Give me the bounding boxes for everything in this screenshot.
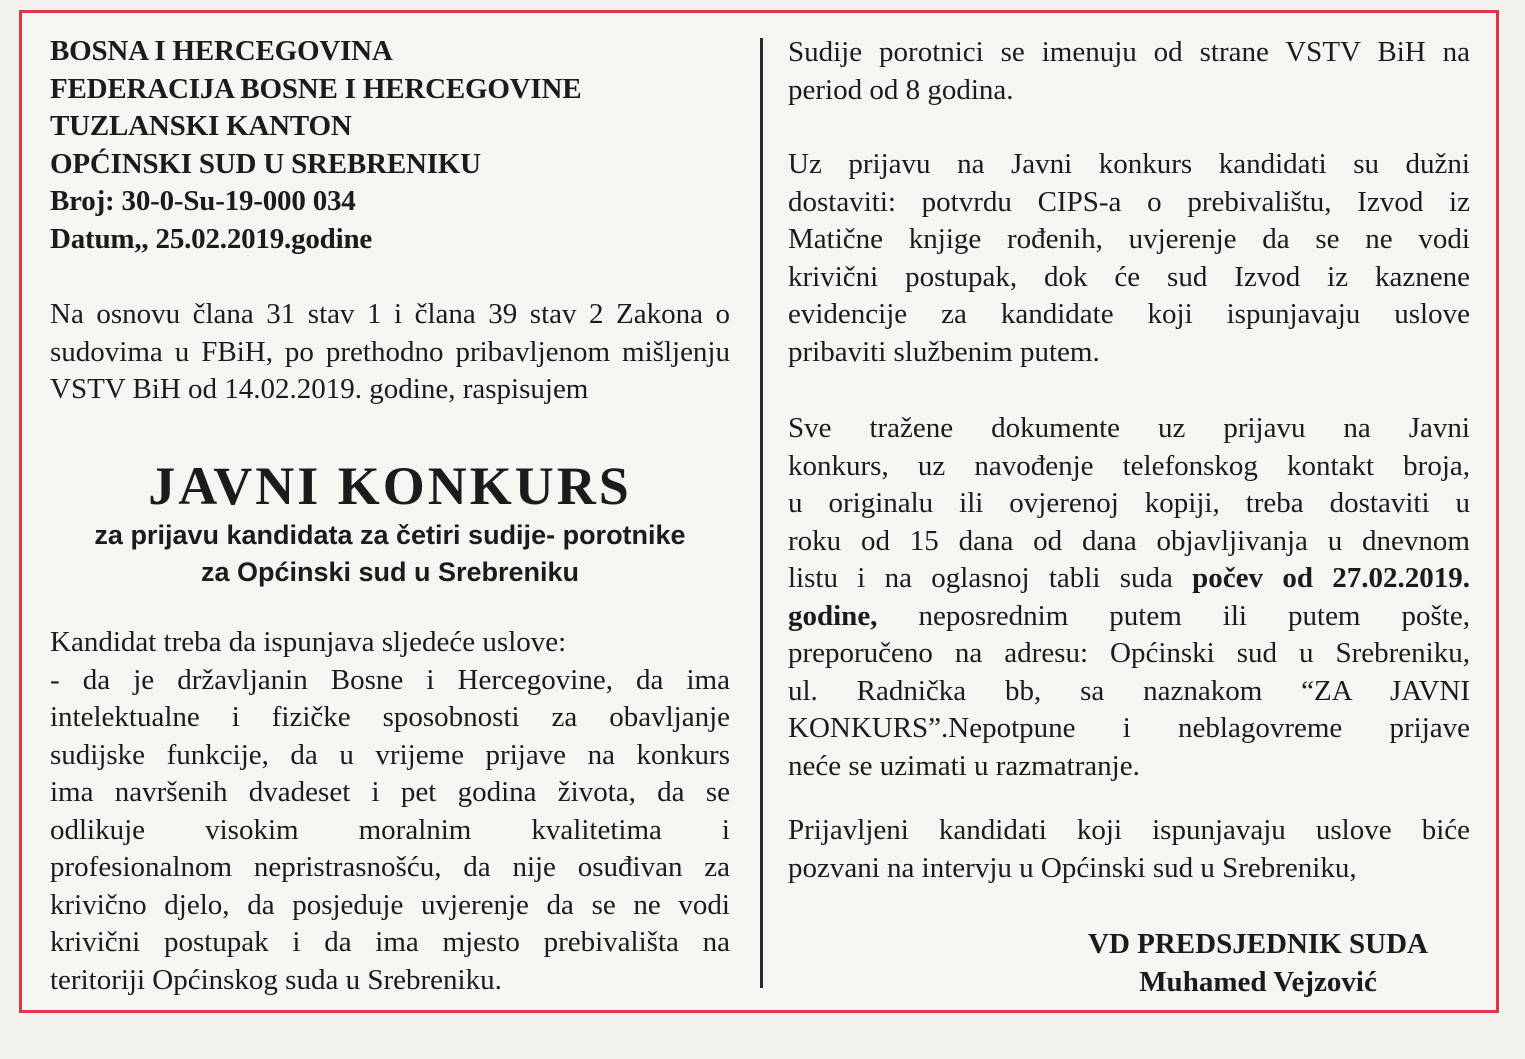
term-paragraph [788, 34, 1470, 109]
submission-line: neće se uzimati u razmatranje. [788, 749, 1140, 782]
conditions-line: profesionalnom nepristrasnošću, da nije osuđivan za [50, 851, 730, 883]
documents-line: evidencije za kandidate koji ispunjavaju uslove [788, 298, 1470, 330]
submission-line: u originalu ili ovjerenoj kopiji, treba dostaviti u [788, 487, 1470, 519]
documents-line: Matične knjige rođenih, uvjerenje da se ne vodi [788, 223, 1470, 255]
title-block [50, 455, 730, 591]
interview-line: pozvani na intervju u Općinski sud u Srebreniku, [788, 851, 1357, 884]
deadline-start-date: počev od 27.02.2019. [1192, 562, 1471, 594]
conditions-line: - da je državljanin Bosne i Hercegovine, da ima [50, 663, 730, 696]
submission-line: ul. Radnička bb, sa naznakom “ZA JAVNI [788, 674, 1470, 707]
conditions-line: ima navršenih dvadeset i pet godina života, da se [50, 776, 730, 808]
intro-line: sudovima u FBiH, po prethodno pribavljenom mišljenju [50, 335, 730, 368]
conditions-line: intelektualne i fizičke sposobnosti za obavljanje [50, 701, 730, 733]
main-title: JAVNI KONKURS [148, 456, 632, 516]
conditions-line: sudijske funkcije, da u vrijeme prijave na konkurs [50, 738, 730, 771]
submission-line [788, 560, 1470, 598]
intro-line: Na osnovu člana 31 stav 1 i člana 39 stav 2 Zakona o [50, 298, 730, 330]
submission-line-text: neposrednim putem ili putem pošte, [877, 599, 1470, 632]
signature-block [1058, 925, 1458, 1001]
signature-name: Muhamed Vejzović [1139, 966, 1377, 998]
submission-line [788, 598, 1470, 636]
conditions-line: odlikuje visokim moralnim kvalitetima i [50, 813, 730, 846]
court-header [50, 33, 730, 258]
interview-line: Prijavljeni kandidati koji ispunjavaju uslove biće [788, 814, 1470, 846]
header-canton: TUZLANSKI KANTON [50, 110, 352, 142]
header-country: BOSNA I HERCEGOVINA [50, 35, 393, 67]
signature-title: VD PREDSJEDNIK SUDA [1088, 928, 1428, 960]
intro-paragraph [50, 296, 730, 409]
conditions-line: Kandidat treba da ispunjava sljedeće uslove: [50, 626, 567, 658]
header-date: Datum,, 25.02.2019.godine [50, 222, 373, 255]
documents-line: krivični postupak, dok će sud Izvod iz kaznene [788, 260, 1470, 293]
submission-line: preporučeno na adresu: Općinski sud u Srebreniku, [788, 637, 1470, 669]
term-line: period od 8 godina. [788, 73, 1014, 106]
interview-paragraph [788, 812, 1470, 887]
subtitle-line-2: za Općinski sud u Srebreniku [200, 557, 580, 587]
header-federation: FEDERACIJA BOSNE I HERCEGOVINE [50, 72, 582, 105]
conditions-paragraph [50, 624, 730, 999]
submission-line-text: listu i na oglasnoj tabli suda [788, 562, 1193, 594]
submission-line: KONKURS”.Nepotpune i neblagovreme prijave [788, 712, 1470, 744]
subtitle-line-1: za prijavu kandidata za četiri sudije- porotnike [94, 520, 686, 550]
submission-line: roku od 15 dana od dana objavljivanja u dnevnom [788, 524, 1470, 557]
submission-paragraph [788, 410, 1470, 785]
conditions-line: krivični postupak i da ima mjesto prebivališta na [50, 926, 730, 958]
documents-paragraph [788, 146, 1470, 371]
header-number: Broj: 30-0-Su-19-000 034 [50, 185, 356, 217]
submission-line: konkurs, uz navođenje telefonskog kontakt broja, [788, 449, 1470, 482]
documents-line: Uz prijavu na Javni konkurs kandidati su dužni [788, 148, 1470, 180]
documents-line: dostaviti: potvrdu CIPS-a o prebivalištu, Izvod iz [788, 185, 1470, 218]
conditions-line: teritoriji Općinskog suda u Srebreniku. [50, 963, 502, 996]
documents-line: pribaviti službenim putem. [788, 335, 1100, 368]
conditions-line: krivično djelo, da posjeduje uvjerenje da se ne vodi [50, 888, 730, 921]
submission-line: Sve tražene dokumente uz prijavu na Javni [788, 412, 1470, 444]
column-divider [760, 38, 763, 988]
deadline-year-word: godine, [788, 599, 878, 632]
header-court: OPĆINSKI SUD U SREBRENIKU [50, 147, 481, 180]
intro-line: VSTV BiH od 14.02.2019. godine, raspisujem [50, 373, 589, 405]
term-line: Sudije porotnici se imenuju od strane VSTV BiH na [788, 36, 1470, 68]
